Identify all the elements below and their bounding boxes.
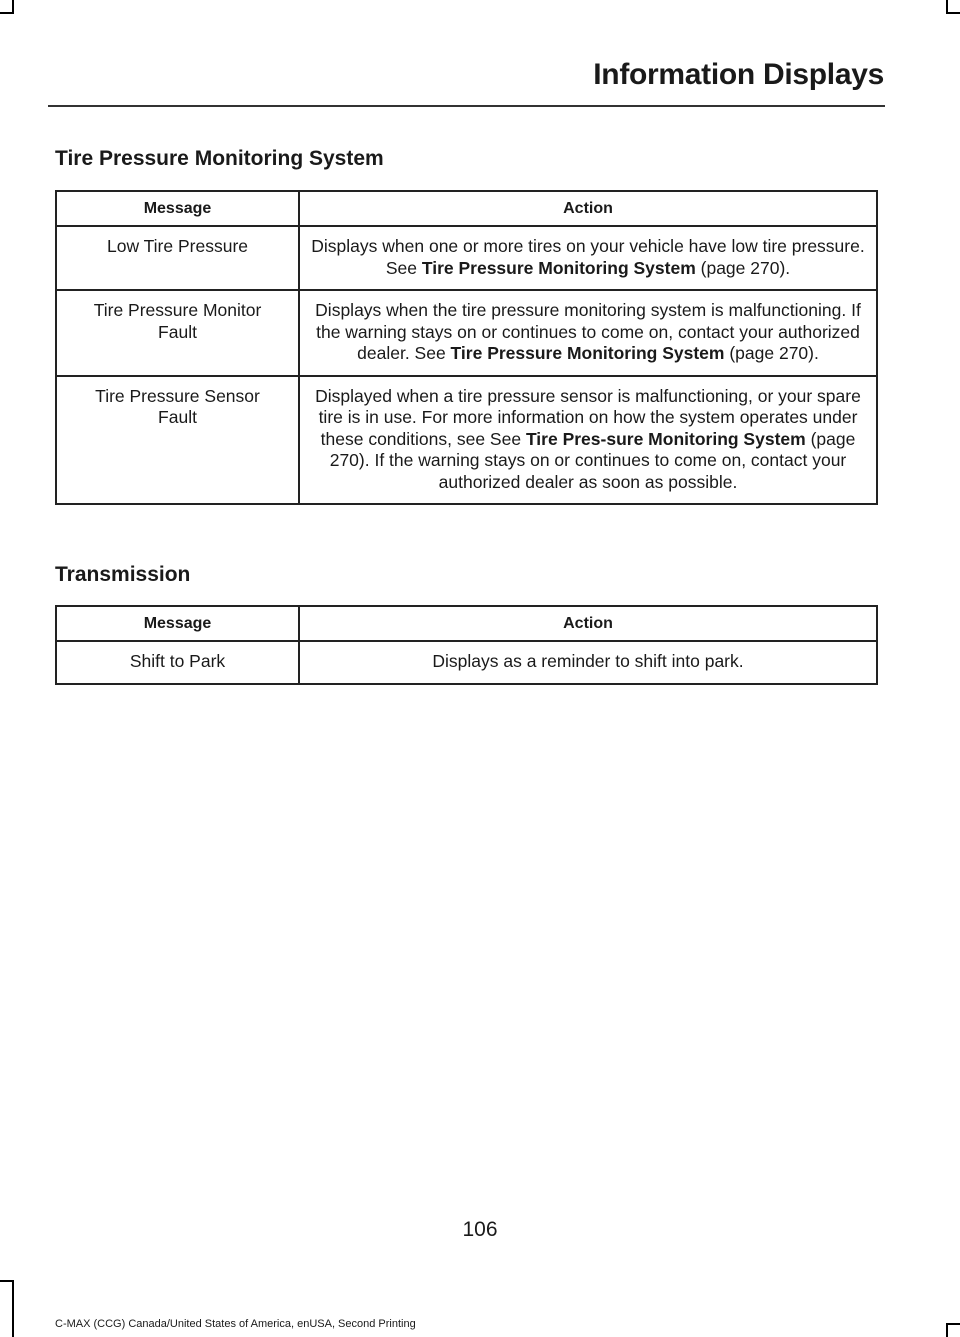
page-header-title: Information Displays bbox=[593, 58, 884, 91]
table-row bbox=[56, 641, 877, 684]
action-text: Displayed when a tire pressure sensor is malfunctioning, or your spare tire is in use. For more information on how the system operates under these conditions, see See bbox=[315, 385, 861, 449]
action-text: Displays when the tire pressure monitoring system is malfunctioning. If the warning stays on or continues to come on, contact your authorized dealer. See bbox=[315, 300, 861, 363]
footer-printing-info: C-MAX (CCG) Canada/United States of America, enUSA, Second Printing bbox=[55, 1318, 416, 1330]
action-text: Displays when one or more tires on your vehicle have low tire pressure. See bbox=[311, 236, 865, 278]
column-header-message: Message bbox=[56, 606, 299, 641]
action-cell bbox=[299, 226, 877, 290]
column-header-message: Message bbox=[56, 191, 299, 226]
action-cell bbox=[299, 376, 877, 505]
crop-mark bbox=[0, 1280, 14, 1282]
column-header-action: Action bbox=[299, 191, 877, 226]
tpms-message-table bbox=[55, 190, 878, 505]
cross-reference-link[interactable]: Tire Pres-sure Monitoring System bbox=[525, 428, 806, 449]
table-header-row bbox=[56, 191, 877, 226]
page-reference: (page 270). bbox=[724, 343, 819, 363]
message-cell: Tire Pressure Sensor Fault bbox=[56, 376, 299, 505]
action-text: Displays as a reminder to shift into park. bbox=[432, 651, 744, 671]
section-title-tpms: Tire Pressure Monitoring System bbox=[55, 147, 384, 170]
cross-reference-link[interactable]: Tire Pressure Monitoring System bbox=[421, 257, 696, 278]
page-number: 106 bbox=[462, 1218, 498, 1241]
cross-reference-link[interactable]: Tire Pressure Monitoring System bbox=[450, 343, 725, 363]
message-cell: Low Tire Pressure bbox=[56, 226, 299, 290]
crop-mark bbox=[12, 1280, 14, 1337]
action-cell bbox=[299, 641, 877, 684]
page-reference: (page 270). If the warning stays on or continues to come on, contact your authorized dealer as soon as possible. bbox=[329, 428, 856, 492]
header-divider bbox=[48, 105, 885, 107]
column-header-action: Action bbox=[299, 606, 877, 641]
section-title-transmission: Transmission bbox=[55, 563, 191, 586]
message-cell: Tire Pressure Monitor Fault bbox=[56, 290, 299, 376]
crop-mark bbox=[946, 1323, 948, 1337]
table-row bbox=[56, 290, 877, 376]
table-header-row bbox=[56, 606, 877, 641]
crop-mark bbox=[946, 12, 960, 14]
crop-mark bbox=[0, 12, 14, 14]
crop-mark bbox=[946, 1323, 960, 1325]
page-reference: (page 270). bbox=[695, 257, 791, 278]
table-row bbox=[56, 376, 877, 505]
message-cell: Shift to Park bbox=[56, 641, 299, 684]
transmission-message-table bbox=[55, 605, 878, 685]
table-row bbox=[56, 226, 877, 290]
action-cell bbox=[299, 290, 877, 376]
